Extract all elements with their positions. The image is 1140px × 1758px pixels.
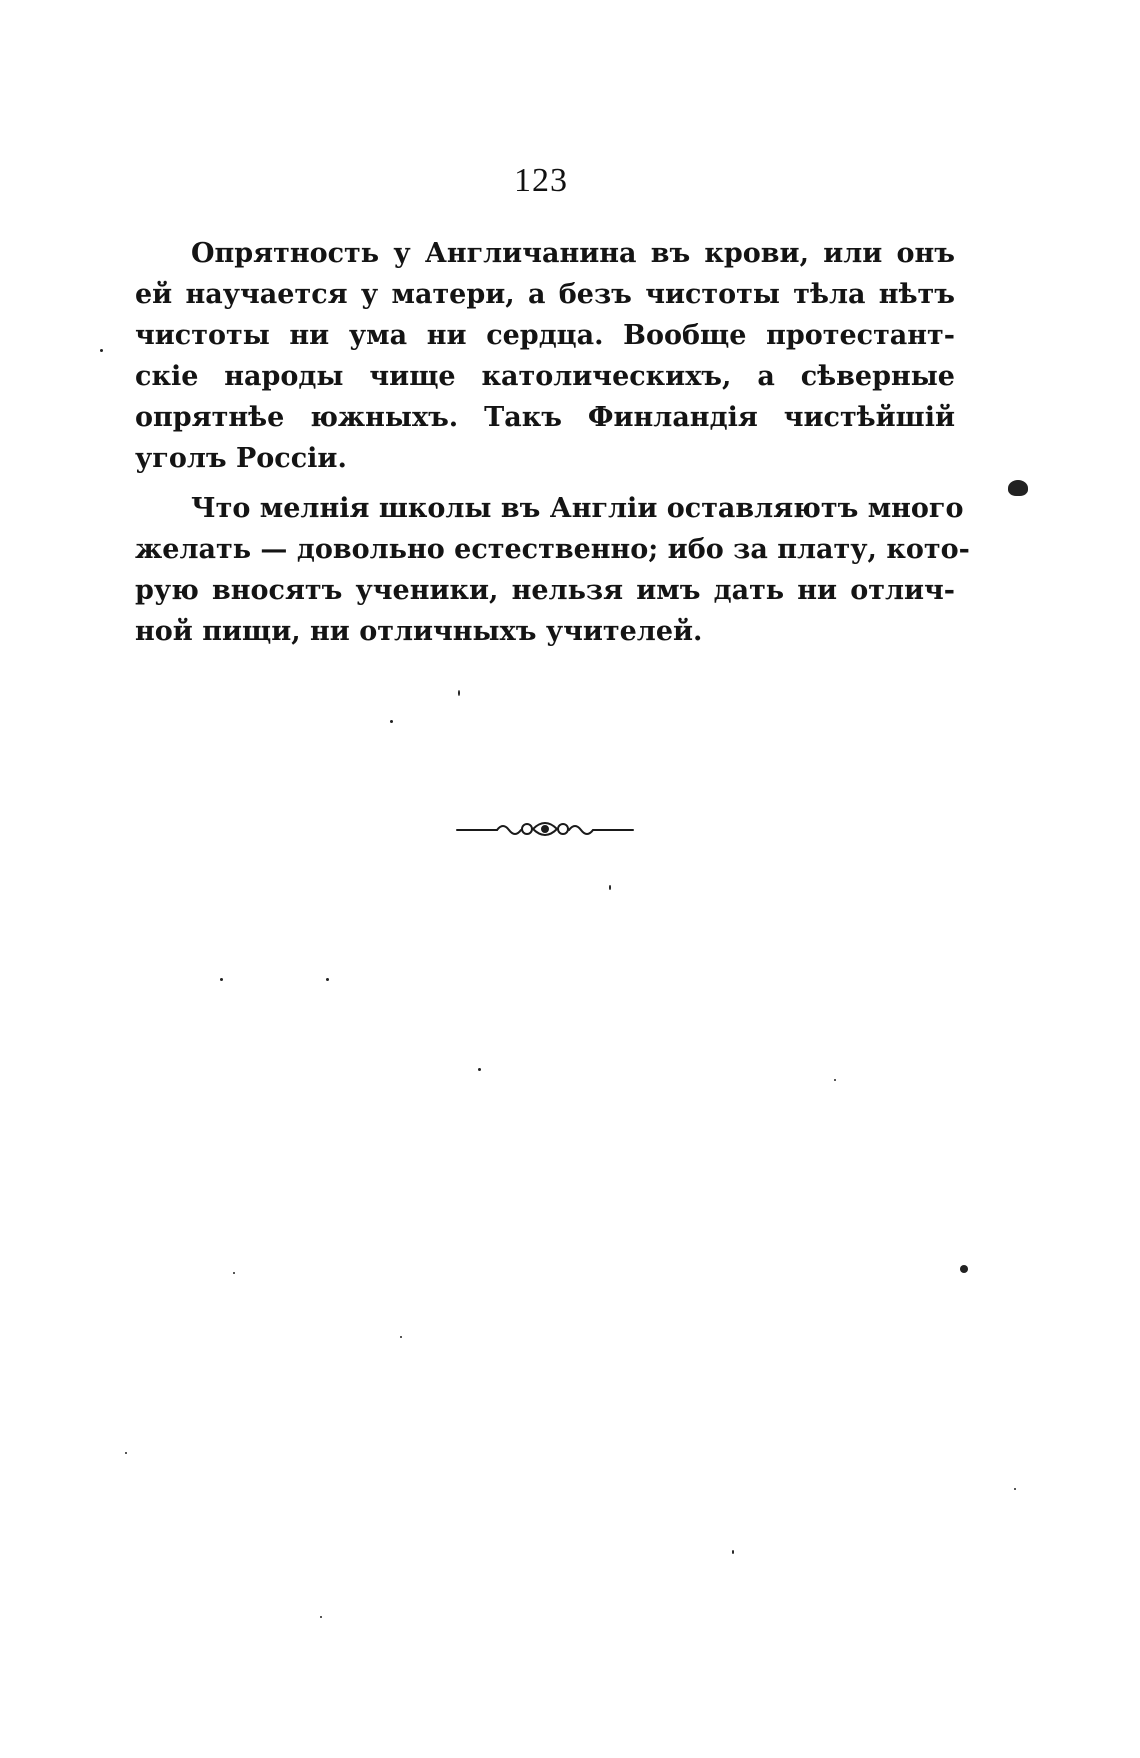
body-text (135, 233, 970, 652)
scan-speck (326, 978, 329, 981)
text-line: желать — довольно естественно; ибо за плату, кото- (135, 534, 970, 565)
scan-speck (834, 1079, 836, 1081)
text-line: опрятнѣе южныхъ. Такъ Финландія чистѣйшій (135, 402, 955, 433)
scan-speck (458, 690, 460, 696)
text-line: уголъ Россіи. (135, 443, 347, 474)
text-line: скіе народы чище католическихъ, а сѣверные (135, 361, 955, 392)
ornament-divider-icon (455, 815, 635, 845)
scan-speck (220, 978, 223, 981)
scan-speck (125, 1452, 127, 1454)
scan-speck (390, 720, 393, 723)
scan-speck (960, 1265, 968, 1273)
scan-speck (732, 1550, 734, 1554)
scan-speck (100, 349, 103, 352)
scan-speck (478, 1068, 481, 1071)
text-line: рую вносятъ ученики, нельзя имъ дать ни отлич- (135, 575, 955, 606)
text-line: Что мелнія школы въ Англіи оставляютъ много (191, 493, 964, 524)
text-line: ной пищи, ни отличныхъ учителей. (135, 616, 703, 647)
scan-speck (233, 1272, 235, 1274)
scan-speck (609, 885, 611, 890)
scan-speck (400, 1336, 402, 1338)
scan-speck (320, 1616, 322, 1618)
scan-speck (1014, 1488, 1016, 1490)
page-number: 123 (514, 162, 568, 199)
text-line: ей научается у матери, а безъ чистоты тѣла нѣтъ (135, 279, 955, 310)
text-line: Опрятность у Англичанина въ крови, или онъ (191, 238, 955, 269)
scan-speck (1008, 480, 1028, 496)
text-line: чистоты ни ума ни сердца. Вообще протестант- (135, 320, 955, 351)
